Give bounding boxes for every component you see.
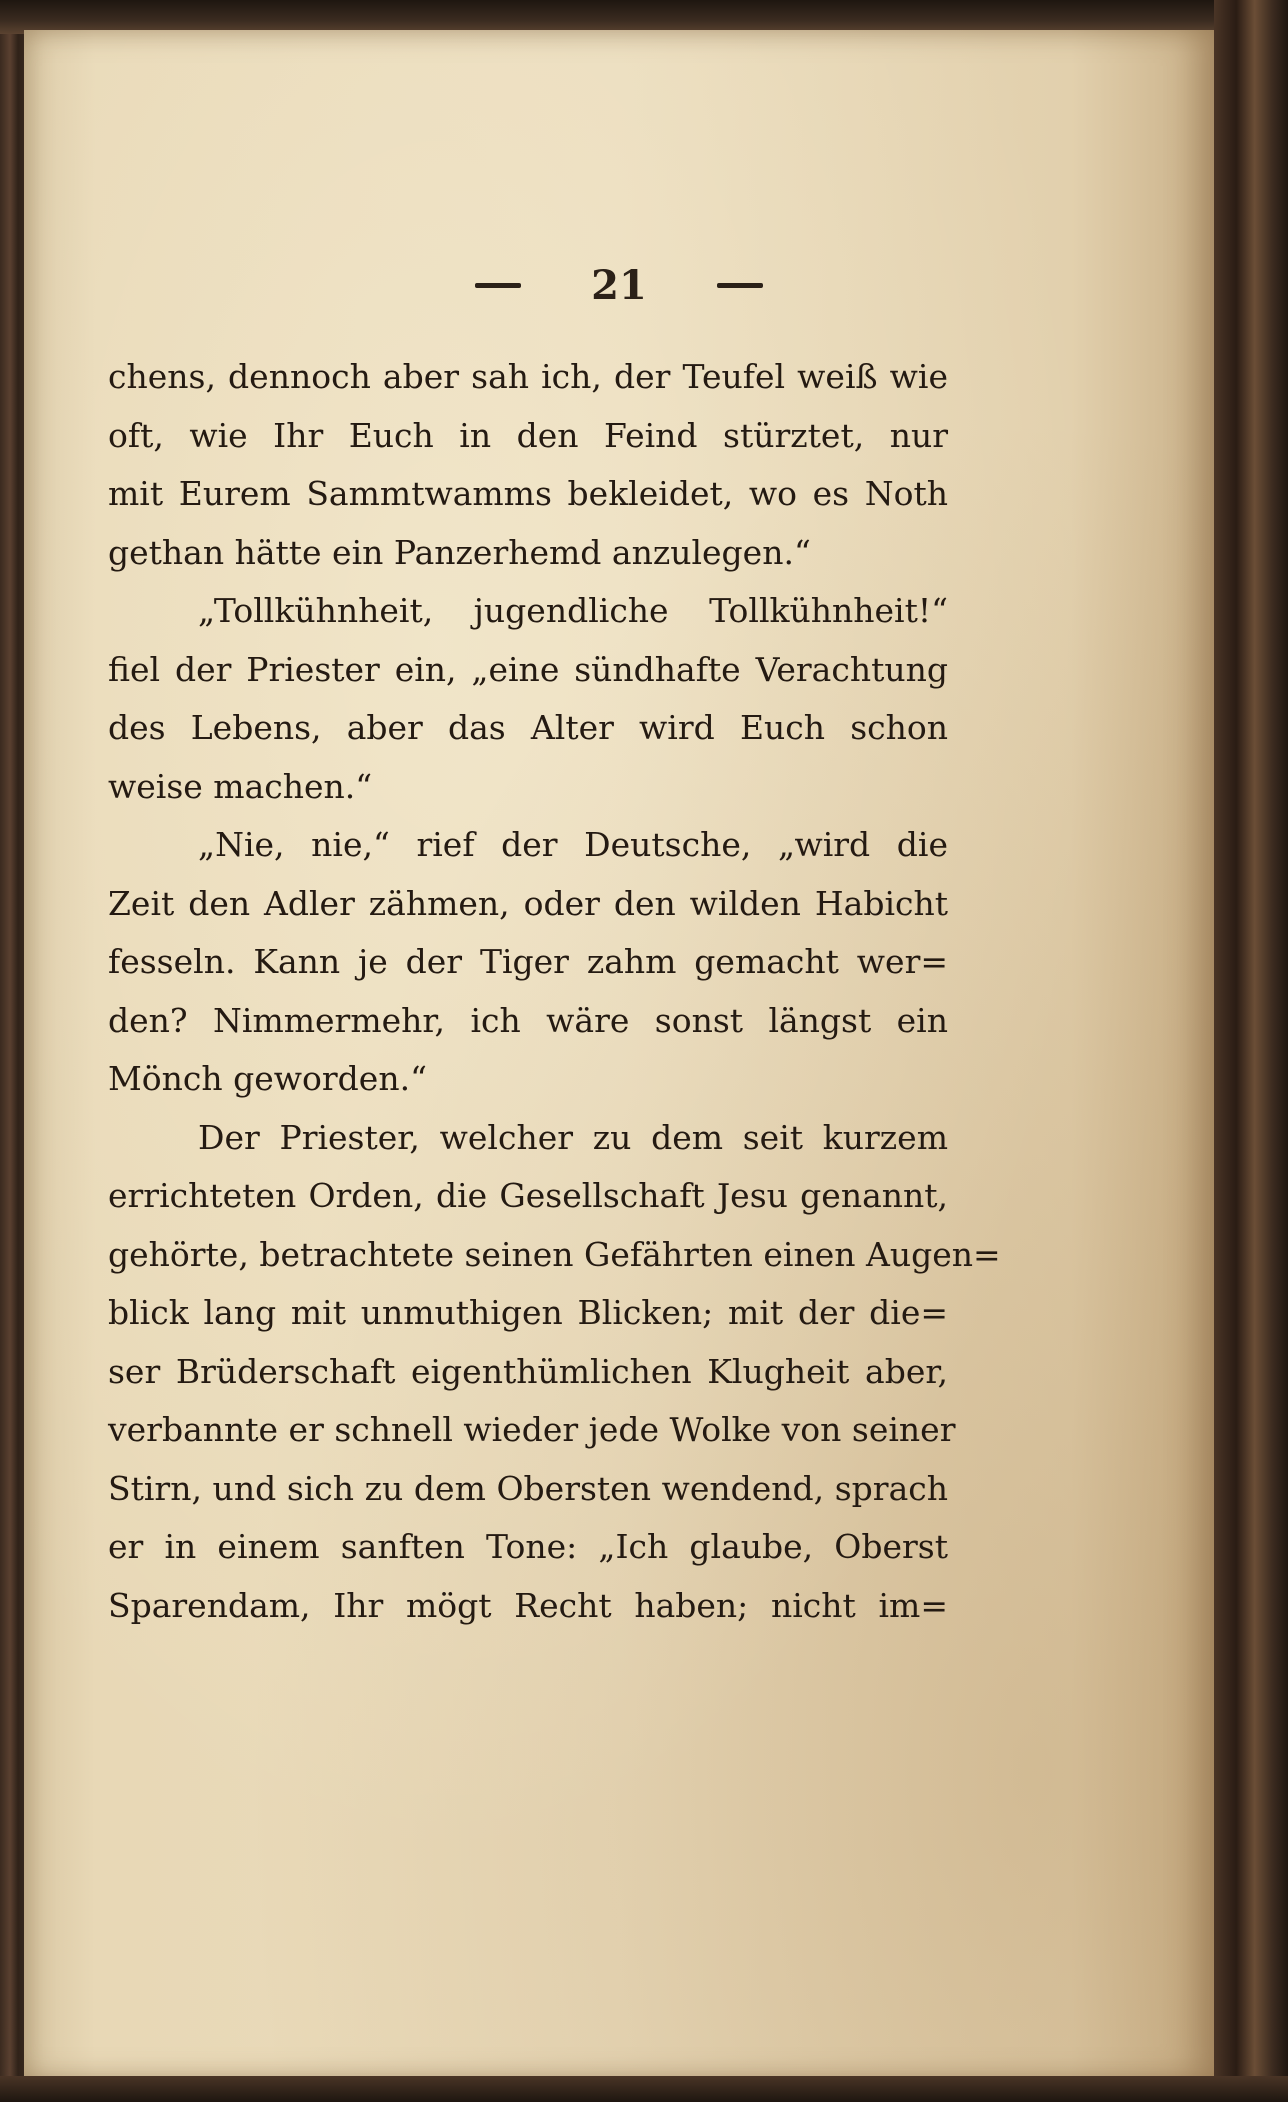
text-line: „Tollkühnheit, jugendliche Tollkühnheit!“ (198, 591, 948, 630)
page-number: 21 (591, 262, 647, 309)
text-line: errichteten Orden, die Gesellschaft Jesu genannt, (108, 1176, 948, 1215)
text-line: weise machen.“ (108, 766, 373, 806)
text-line: Mönch geworden.“ (108, 1059, 427, 1098)
text-line: des Lebens, aber das Alter wird Euch schon (108, 708, 948, 747)
body-text (108, 348, 1001, 1635)
book-page (24, 30, 1214, 2080)
text-line: chens, dennoch aber sah ich, der Teufel weiß wie (108, 357, 948, 396)
text-line: ser Brüderschaft eigenthümlichen Klugheit aber, (108, 1351, 948, 1391)
text-line: Stirn, und sich zu dem Obersten wendend, sprach (108, 1468, 948, 1508)
text-line: blick lang mit unmuthigen Blicken; mit der die= (108, 1293, 948, 1332)
text-line: „Nie, nie,“ rief der Deutsche, „wird die (198, 825, 948, 864)
text-line: verbannte er schnell wieder jede Wolke von seiner (108, 1410, 956, 1449)
page-header (24, 262, 1214, 309)
text-line: den? Nimmermehr, ich wäre sonst längst ein (108, 1000, 948, 1040)
scan-bottom-edge (0, 2076, 1288, 2102)
header-dash-right (717, 283, 763, 288)
text-line: Zeit den Adler zähmen, oder den wilden Habicht (108, 883, 948, 923)
text-line: oft, wie Ihr Euch in den Feind stürztet, nur (108, 415, 948, 455)
text-line: Sparendam, Ihr mögt Recht haben; nicht im= (108, 1585, 948, 1625)
text-line: er in einem sanften Tone: „Ich glaube, Oberst (108, 1527, 948, 1566)
header-dash-left (475, 283, 521, 288)
text-line: fesseln. Kann je der Tiger zahm gemacht wer= (108, 942, 948, 981)
scan-top-edge (0, 0, 1288, 34)
book-spine-edge (1214, 0, 1288, 2102)
text-line: mit Eurem Sammtwamms bekleidet, wo es Noth (108, 474, 948, 513)
text-line: fiel der Priester ein, „eine sündhafte Verachtung (108, 649, 948, 689)
text-line: Der Priester, welcher zu dem seit kurzem (198, 1117, 948, 1157)
text-line: gehörte, betrachtete seinen Gefährten einen Augen= (108, 1234, 1001, 1274)
text-line: gethan hätte ein Panzerhemd anzulegen.“ (108, 532, 811, 572)
